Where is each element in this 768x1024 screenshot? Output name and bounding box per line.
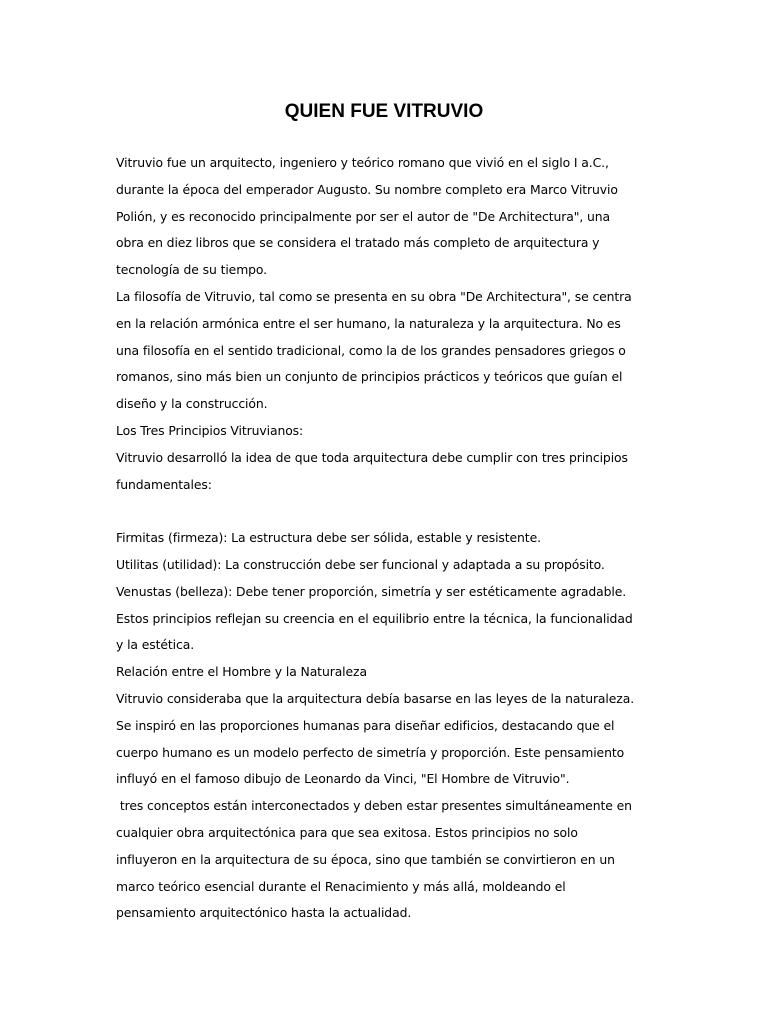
text-line: en la relación armónica entre el ser humano, la naturaleza y la arquitectura. No es — [116, 315, 621, 331]
document-body — [116, 150, 656, 927]
text-line: influyó en el famoso dibujo de Leonardo da Vinci, "El Hombre de Vitruvio". — [116, 771, 570, 787]
text-line: una filosofía en el sentido tradicional, como la de los grandes pensadores griegos o — [116, 342, 626, 358]
text-line: obra en diez libros que se considera el tratado más completo de arquitectura y — [116, 235, 600, 251]
text-line: Vitruvio fue un arquitecto, ingeniero y teórico romano que vivió en el siglo I a.C., — [116, 155, 609, 170]
principle-item: Utilitas (utilidad): La construcción debe ser funcional y adaptada a su propósito. — [116, 556, 605, 572]
text-line: Vitruvio desarrolló la idea de que toda arquitectura debe cumplir con tres principios — [116, 449, 628, 465]
text-line: cuerpo humano es un modelo perfecto de simetría y proporción. Este pensamiento — [116, 744, 625, 760]
text-line: cualquier obra arquitectónica para que sea exitosa. Estos principios no solo — [116, 824, 578, 840]
page-title: QUIEN FUE VITRUVIO — [284, 101, 484, 122]
text-line: tres conceptos están interconectados y deben estar presentes simultáneamente en — [116, 798, 632, 814]
text-line: Estos principios reflejan su creencia en el equilibrio entre la técnica, la funcionalidad — [116, 610, 633, 626]
principle-item: Venustas (belleza): Debe tener proporción, simetría y ser estéticamente agradable. — [116, 583, 627, 599]
text-line: durante la época del emperador Augusto. Su nombre completo era Marco Vitruvio — [116, 181, 618, 197]
blank-line — [116, 498, 656, 525]
text-line: Vitruvio consideraba que la arquitectura debía basarse en las leyes de la naturaleza. — [116, 690, 635, 706]
principle-item: Firmitas (firmeza): La estructura debe ser sólida, estable y resistente. — [116, 530, 541, 546]
text-line: y la estética. — [116, 637, 195, 653]
text-line: Polión, y es reconocido principalmente por ser el autor de "De Architectura", una — [116, 208, 610, 224]
section-heading: Los Tres Principios Vitruvianos: — [116, 422, 304, 438]
text-line: Se inspiró en las proporciones humanas para diseñar edificios, destacando que el — [116, 717, 615, 733]
text-line: romanos, sino más bien un conjunto de principios prácticos y teóricos que guían el — [116, 369, 623, 385]
text-line: marco teórico esencial durante el Renacimiento y más allá, moldeando el — [116, 878, 566, 894]
section-heading: Relación entre el Hombre y la Naturaleza — [116, 664, 367, 680]
text-line: fundamentales: — [116, 476, 212, 492]
text-line: pensamiento arquitectónico hasta la actualidad. — [116, 905, 412, 921]
text-line: diseño y la construcción. — [116, 396, 268, 412]
text-line: tecnología de su tiempo. — [116, 262, 268, 278]
text-line: La filosofía de Vitruvio, tal como se presenta en su obra "De Architectura", se centra — [116, 288, 632, 304]
text-line: influyeron en la arquitectura de su época, sino que también se convirtieron en un — [116, 851, 615, 867]
